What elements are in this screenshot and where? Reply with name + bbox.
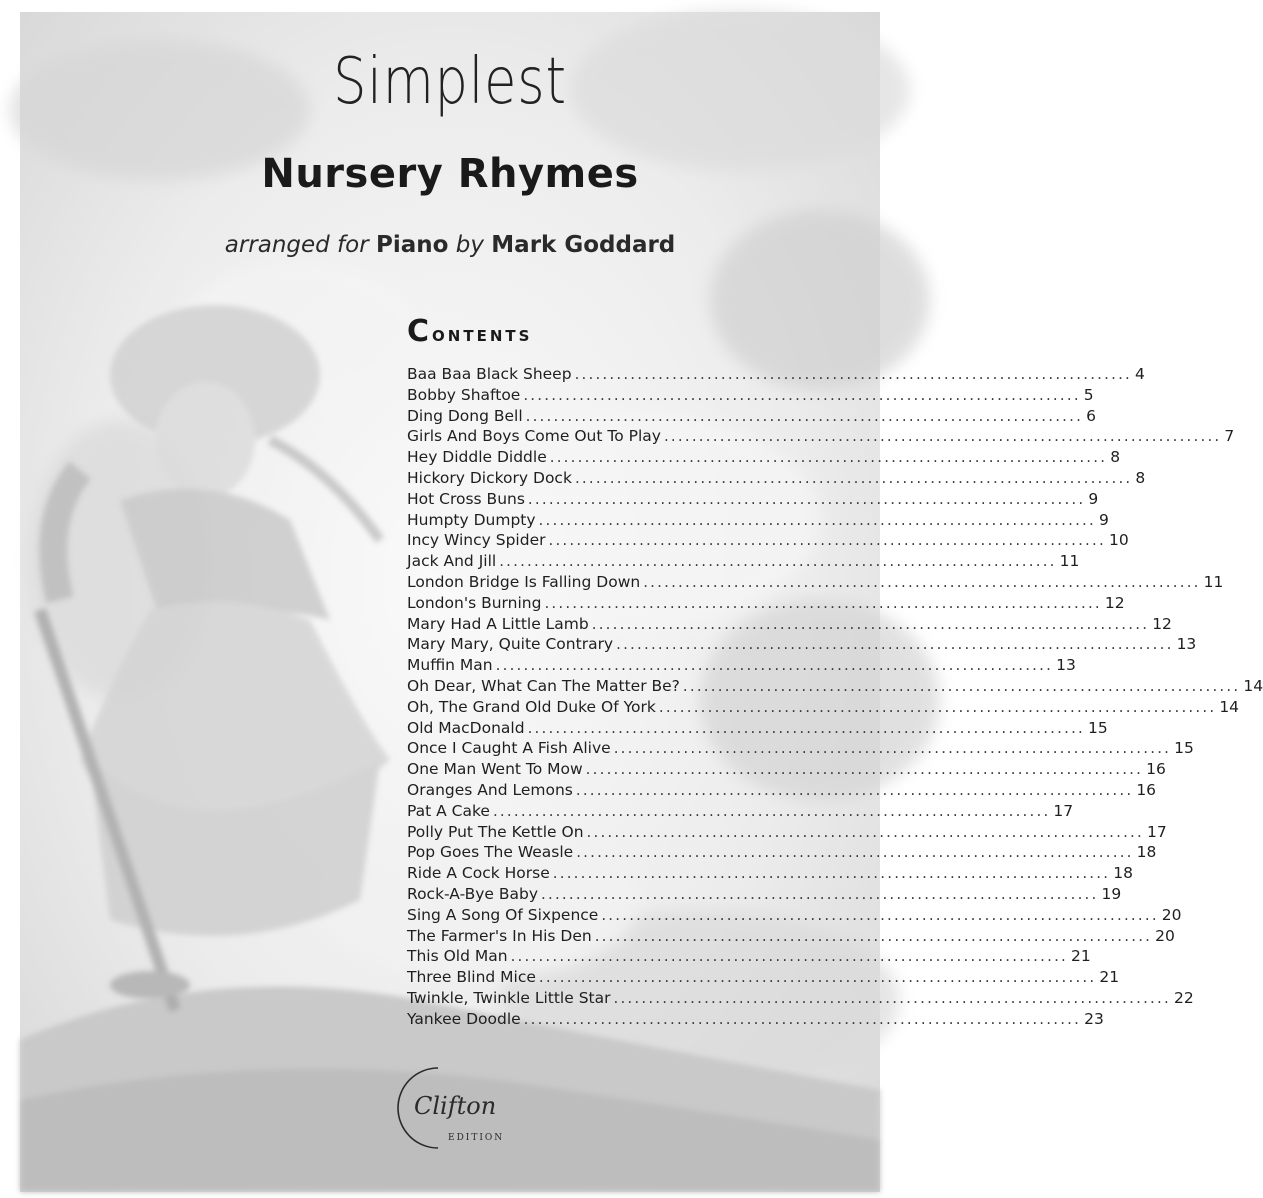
- toc-entry: [407, 531, 1129, 552]
- toc-title: Humpty Dumpty: [407, 510, 536, 529]
- toc-page-number: 18: [1113, 864, 1133, 883]
- toc-leader-dots: ................................................................................: [613, 739, 1172, 758]
- toc-entry: [407, 572, 1224, 594]
- toc-entry: [407, 406, 1096, 428]
- toc-entry: [407, 1009, 1104, 1031]
- toc-leader-dots: ................................................................................: [663, 427, 1222, 446]
- toc-entry: [407, 864, 1133, 885]
- title-nursery-rhymes: Nursery Rhymes: [261, 151, 639, 197]
- toc-entry: [407, 926, 1175, 948]
- toc-entry: [407, 947, 1091, 968]
- toc-leader-dots: ................................................................................: [523, 1009, 1082, 1028]
- toc-title: Hey Diddle Diddle: [407, 448, 547, 467]
- toc-title: Girls And Boys Come Out To Play: [407, 427, 661, 446]
- toc-page-number: 11: [1059, 552, 1080, 571]
- toc-title: London Bridge Is Falling Down: [407, 572, 641, 591]
- toc-page-number: 21: [1099, 968, 1120, 987]
- toc-leader-dots: ................................................................................: [525, 406, 1084, 425]
- toc-page-number: 12: [1152, 614, 1172, 633]
- toc-title: Pop Goes The Weasle: [407, 843, 574, 862]
- toc-leader-dots: ................................................................................: [492, 801, 1051, 820]
- toc-entry: [407, 593, 1125, 615]
- toc-page-number: 6: [1086, 406, 1096, 425]
- toc-leader-dots: ................................................................................: [682, 676, 1241, 695]
- toc-leader-dots: ................................................................................: [616, 635, 1174, 654]
- toc-page-number: 17: [1146, 822, 1167, 841]
- toc-title: Once I Caught A Fish Alive: [407, 739, 611, 758]
- toc-entry: [407, 718, 1108, 740]
- toc-entry: [407, 905, 1182, 927]
- toc-leader-dots: ................................................................................: [495, 656, 1054, 675]
- toc-title: Polly Put The Kettle On: [407, 822, 584, 841]
- toc-entry: [407, 780, 1157, 802]
- toc-entry: [407, 552, 1080, 573]
- toc-title: Rock-A-Bye Baby: [407, 884, 539, 903]
- toc-page-number: 16: [1136, 780, 1157, 799]
- title-simplest: Simplest: [333, 45, 567, 119]
- toc-entry: [407, 489, 1099, 511]
- toc-title: Muffin Man: [407, 656, 493, 675]
- toc-page-number: 13: [1056, 656, 1076, 675]
- contents-heading: [407, 314, 532, 353]
- toc-leader-dots: ................................................................................: [544, 593, 1102, 612]
- logo-wordmark: Clifton: [414, 1092, 497, 1120]
- toc-title: London's Burning: [407, 593, 542, 612]
- toc-leader-dots: ................................................................................: [538, 968, 1097, 987]
- toc-page-number: 20: [1161, 905, 1182, 924]
- toc-title: Oranges And Lemons: [407, 780, 573, 799]
- toc-page-number: 21: [1071, 947, 1091, 966]
- toc-title: Ride A Cock Horse: [407, 864, 550, 883]
- toc-leader-dots: ................................................................................: [576, 843, 1134, 862]
- toc-entry: [407, 676, 1263, 698]
- toc-leader-dots: ................................................................................: [527, 718, 1086, 737]
- toc-leader-dots: ................................................................................: [523, 385, 1081, 404]
- toc-leader-dots: ................................................................................: [574, 468, 1133, 487]
- byline-by: by: [455, 232, 484, 258]
- toc-page-number: 18: [1136, 843, 1157, 862]
- toc-leader-dots: ................................................................................: [591, 614, 1150, 633]
- toc-title: Mary Mary, Quite Contrary: [407, 635, 614, 654]
- toc-entry: [407, 635, 1197, 656]
- toc-page-number: 13: [1176, 635, 1197, 654]
- toc-entry: [407, 468, 1146, 490]
- toc-page-number: 15: [1088, 718, 1108, 737]
- toc-leader-dots: ................................................................................: [585, 760, 1144, 779]
- toc-entry: [407, 822, 1167, 844]
- toc-page-number: 9: [1099, 510, 1109, 529]
- toc-leader-dots: ................................................................................: [538, 510, 1096, 529]
- toc-entry: [407, 427, 1235, 448]
- toc-title: Oh, The Grand Old Duke Of York: [407, 697, 656, 716]
- contents-heading-cap: C: [407, 314, 433, 349]
- toc-title: Sing A Song Of Sixpence: [407, 905, 599, 924]
- toc-page-number: 20: [1155, 926, 1175, 945]
- toc-page-number: 15: [1174, 739, 1194, 758]
- byline: [0, 228, 900, 262]
- toc-page-number: 8: [1135, 468, 1146, 487]
- toc-entry: [407, 510, 1109, 532]
- toc-page-number: 7: [1224, 427, 1235, 446]
- toc-leader-dots: ................................................................................: [499, 552, 1057, 571]
- toc-page-number: 19: [1101, 884, 1122, 903]
- toc-leader-dots: ................................................................................: [548, 531, 1106, 550]
- toc-leader-dots: ................................................................................: [586, 822, 1144, 841]
- toc-entry: [407, 884, 1122, 906]
- byline-arranger: Mark Goddard: [491, 232, 676, 258]
- toc-entry: [407, 988, 1194, 1010]
- logo-subtitle: EDITION: [448, 1133, 505, 1143]
- toc-title: Incy Wincy Spider: [407, 531, 546, 550]
- contents-heading-rest: ontents: [432, 322, 533, 347]
- toc-leader-dots: ................................................................................: [527, 489, 1086, 508]
- toc-entry: [407, 801, 1074, 823]
- toc-leader-dots: ................................................................................: [574, 365, 1133, 383]
- toc-title: Baa Baa Black Sheep: [407, 365, 572, 383]
- byline-instrument: Piano: [376, 232, 449, 258]
- toc-page-number: 4: [1135, 365, 1145, 383]
- toc-title: One Man Went To Mow: [407, 760, 583, 779]
- toc-page-number: 10: [1108, 531, 1129, 550]
- toc-page-number: 5: [1083, 385, 1094, 404]
- toc-title: Mary Had A Little Lamb: [407, 614, 589, 633]
- toc-entry: [407, 448, 1121, 469]
- toc-entry: [407, 739, 1194, 760]
- byline-arranged-for: arranged for: [224, 232, 369, 258]
- toc-entry: [407, 760, 1166, 781]
- toc-entry: [407, 843, 1157, 864]
- toc-leader-dots: ................................................................................: [613, 988, 1171, 1007]
- toc-page-number: 23: [1084, 1009, 1104, 1028]
- toc-page-number: 12: [1104, 593, 1125, 612]
- toc-title: Oh Dear, What Can The Matter Be?: [407, 676, 680, 695]
- toc-page-number: 16: [1146, 760, 1166, 779]
- toc-entry: [407, 365, 1145, 386]
- toc-title: Jack And Jill: [407, 552, 497, 571]
- toc-leader-dots: ................................................................................: [541, 884, 1099, 903]
- toc-page-number: 9: [1088, 489, 1099, 508]
- toc-title: Old MacDonald: [407, 718, 525, 737]
- toc-title: Yankee Doodle: [407, 1009, 521, 1028]
- toc-page-number: 17: [1053, 801, 1074, 820]
- toc-title: This Old Man: [407, 947, 508, 966]
- toc-leader-dots: ................................................................................: [658, 697, 1217, 716]
- toc-page-number: 11: [1203, 572, 1224, 591]
- toc-leader-dots: ................................................................................: [594, 926, 1153, 945]
- clifton-edition-logo: [392, 1060, 510, 1156]
- toc-title: The Farmer's In His Den: [407, 926, 592, 945]
- toc-page-number: 14: [1243, 676, 1263, 695]
- toc-title: Twinkle, Twinkle Little Star: [407, 988, 611, 1007]
- toc-leader-dots: ................................................................................: [643, 572, 1201, 591]
- toc-title: Three Blind Mice: [407, 968, 536, 987]
- toc-title: Hickory Dickory Dock: [407, 468, 572, 487]
- toc-entry: [407, 385, 1094, 407]
- toc-page-number: 8: [1110, 448, 1121, 467]
- toc-title: Ding Dong Bell: [407, 406, 523, 425]
- toc-title: Bobby Shaftoe: [407, 385, 521, 404]
- toc-title: Pat A Cake: [407, 801, 490, 820]
- table-of-contents: [407, 365, 1263, 1031]
- toc-leader-dots: ................................................................................: [549, 448, 1108, 467]
- toc-entry: [407, 614, 1172, 636]
- toc-page-number: 14: [1219, 697, 1240, 716]
- toc-entry: [407, 697, 1240, 719]
- toc-entry: [407, 656, 1076, 677]
- toc-leader-dots: ................................................................................: [510, 947, 1069, 966]
- toc-leader-dots: ................................................................................: [575, 780, 1134, 799]
- toc-leader-dots: ................................................................................: [601, 905, 1159, 924]
- toc-leader-dots: ................................................................................: [552, 864, 1111, 883]
- toc-title: Hot Cross Buns: [407, 489, 525, 508]
- toc-page-number: 22: [1173, 988, 1194, 1007]
- toc-entry: [407, 968, 1120, 989]
